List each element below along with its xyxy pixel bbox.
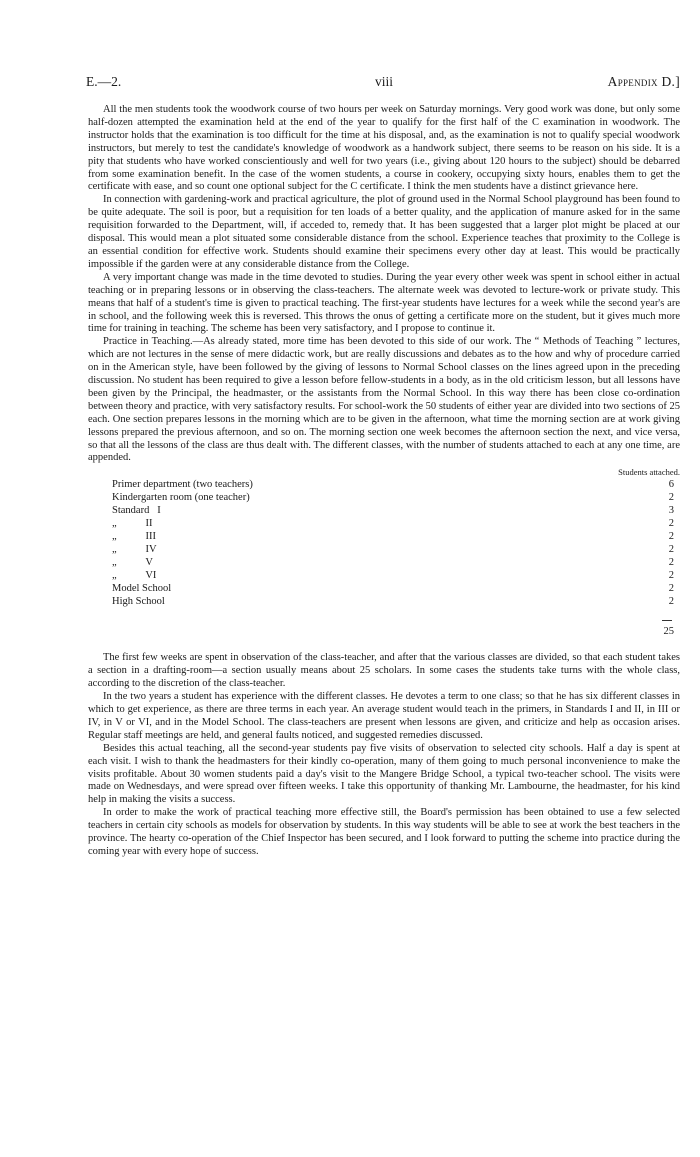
row-value: 2 <box>668 531 674 543</box>
row-value: 2 <box>668 596 674 608</box>
row-value: 2 <box>668 492 674 504</box>
document-page <box>88 74 680 859</box>
table-row <box>112 531 680 544</box>
paragraph-observation: The first few weeks are spent in observation of the class-teacher, and after that the various classes are divided, so that each student takes a section in a drafting-room—a section usually means about 25 scholars. In some cases the students take turns with the whole class, according to the discretion of the class-teacher. <box>88 652 680 690</box>
paragraph-practice-in-teaching: Practice in Teaching.—As already stated, more time has been devoted to this side of our work. The “ Methods of Teaching ” lectures, which are not lectures in the sense of mere didactic work, but are really discussions and debates as to the how and why of procedure carried on in the American style, have been followed by the giving of lessons to Normal School classes on the lines agreed upon in the preceding discussion. No student has been required to give a lesson before fellow-students in a body, as in the old criticism lesson, but all lessons have been given by the Principal, the headmaster, or the assistants from the Normal School. In this way there has been close co-ordination between theory and practice, with very satisfactory results. For school-work the 50 students of either year are divided into two sections of 25 each. One section prepares lessons in the morning which are to be given in the afternoon, what time the morning section are at work giving lessons prepared the previous afternoon, and so on. The morning section one week becomes the afternoon section the next, and vice versa, so that all the lessons of the class are thus dealt with. The different classes, with the number of students attached to each at any one time, are appended. <box>88 336 680 464</box>
appendix-label: Appendix D.] <box>607 74 680 89</box>
table-row <box>112 570 680 583</box>
table-row <box>112 505 680 518</box>
page-number: viii <box>374 74 393 89</box>
table-row <box>112 518 680 531</box>
table-row <box>112 583 680 596</box>
body-text-upper <box>88 104 680 465</box>
paragraph-model-teachers: In order to make the work of practical teaching more effective still, the Board's permission has been obtained to use a few selected teachers in certain city schools as models for observation by students. In this way students will be able to see at work the best teachers in the province. The hearty co-operation of the Chief Inspector has been secured, and I look forward to putting the scheme into practice during the coming year with every hope of success. <box>88 807 680 857</box>
paragraph-two-years: In the two years a student has experience with the different classes. He devotes a term to one class; so that he has six different classes in which to get experience, as there are three terms in each year. An average student would teach in the primers, in Standards I and II, in III or IV, in V or VI, and in the Model School. The class-teachers are present when lessons are given, and criticize and help as occasion arises. Regular staff meetings are held, and general faults noticed, and suggested remedies discussed. <box>88 691 680 741</box>
row-value: 2 <box>668 544 674 556</box>
table-total: 25 <box>663 626 674 638</box>
paragraph-visits: Besides this actual teaching, all the second-year students pay five visits of observation to selected city schools. Half a day is spent at each visit. I wish to thank the headmasters for their kindly co-operation, many of them going to much personal inconvenience to make the visits profitable. About 30 women students paid a day's visit to the Mangere Bridge School, a typical two-teacher school. The visits were made on Wednesdays, and were spread over fifteen weeks. I take this opportunity of thanking Mr. Lambourne, the headmaster, for his kind help in making the visits a success. <box>88 742 680 806</box>
students-attached-table <box>88 466 680 652</box>
paragraph-gardening: In connection with gardening-work and practical agriculture, the plot of ground used in the Normal School playground has been found to be quite adequate. The soil is poor, but a requisition for ten loads of a better quality, and the application of manure asked for in the same requisition forwarded to the Department, will, if acceded to, remedy that. It has been suggested that a larger plot might be placed at our disposal. This would mean a plot situated some considerable distance from the school. Experience teaches that proximity to the College is an essential condition for effective work. Students should examine their specimens every other day at least. This would be practically impossible if the garden were at any considerable distance from the College. <box>88 194 680 270</box>
row-label: High School <box>112 596 165 608</box>
table-row <box>112 596 680 609</box>
row-label: „ II <box>112 518 153 530</box>
row-label: „ IV <box>112 544 157 556</box>
table-column-header: Students attached. <box>618 467 680 478</box>
row-label: „ III <box>112 531 157 543</box>
row-value: 3 <box>668 505 674 517</box>
row-value: 2 <box>668 518 674 530</box>
row-label: „ VI <box>112 570 157 582</box>
row-label: Standard I <box>112 505 161 517</box>
table-row <box>112 544 680 557</box>
row-value: 2 <box>668 570 674 582</box>
table-row <box>112 492 680 505</box>
paragraph-time-devoted: A very important change was made in the time devoted to studies. During the year every other week was spent in school either in actual teaching or in preparing lessons or in observing the class-teachers. The alternate week was devoted to lecture-work or private study. This means that half of a student's time is given to practical teaching. The first-year students have lectures for a week while the second year's are in school, and the following week this is reversed. This throws the onus of getting a certificate more on the student, but it gives much more time for training in teaching. The scheme has been very satisfactory, and I propose to continue it. <box>88 271 680 335</box>
body-text-lower <box>88 652 680 859</box>
row-label: Primer department (two teachers) <box>112 479 253 491</box>
row-value: 6 <box>668 479 674 491</box>
row-value: 2 <box>668 557 674 569</box>
row-label: Kindergarten room (one teacher) <box>112 492 250 504</box>
total-rule <box>662 620 672 621</box>
row-value: 2 <box>668 583 674 595</box>
header-reference: E.—2. <box>86 74 122 89</box>
table-row <box>112 479 680 492</box>
table-row <box>112 557 680 570</box>
row-label: Model School <box>112 583 172 595</box>
row-label: „ V <box>112 557 153 569</box>
paragraph-woodwork: All the men students took the woodwork course of two hours per week on Saturday mornings. Very good work was done, but only some half-dozen attempted the examination held at the end of the year to qualify for the first half of the C examination in woodwork. The instructor holds that the examination is too difficult for the time at his disposal, and, as the examination is not to qualify special woodwork instructors, but merely to test the candidate's knowledge of woodwork as a handwork subject, there seems to be reason on his side. It is a pity that students who have worked conscientiously and well for two years (i.e., giving about 120 hours to the subject) should be debarred from some examination benefit. In the case of the women students, a course in cookery, occupying sixty hours, enables them to get the certificate with ease, and so count one optional subject for the C certificate. I think the men students have a distinct grievance here. <box>88 104 680 193</box>
page-header <box>88 74 680 94</box>
